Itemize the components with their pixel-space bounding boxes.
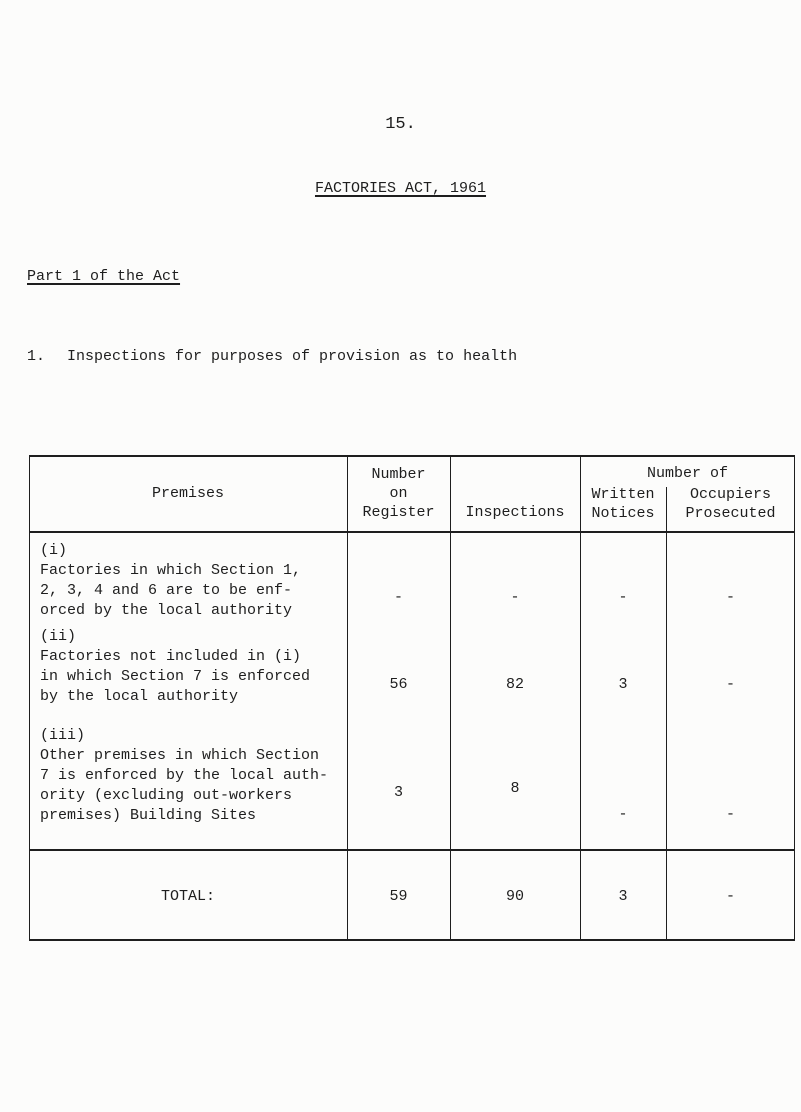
total-label: TOTAL: (160, 888, 215, 905)
table-rule-col4 (666, 487, 667, 941)
row-2-label-line3: in which Section 7 is enforced (40, 668, 311, 685)
row-2-register: 56 (389, 676, 408, 693)
act-title-text: FACTORIES ACT, 1961 (314, 180, 487, 197)
header-occupiers-prosecuted (666, 485, 795, 523)
row-2-label (40, 627, 345, 707)
row-3-written-notices: - (618, 806, 628, 823)
header-register (347, 465, 450, 522)
inspections-table (29, 455, 795, 941)
row-1-prosecuted: - (725, 589, 735, 606)
row-1-label-line2: Factories in which Section 1, (40, 562, 302, 579)
row-3-prosecuted: - (725, 806, 735, 823)
table-rule-right (794, 455, 795, 941)
section-number: 1. (27, 348, 46, 365)
total-register: 59 (389, 888, 408, 905)
header-inspections: Inspections (465, 504, 565, 521)
section-heading (27, 348, 517, 367)
header-occupiers-line1: Occupiers (689, 486, 771, 503)
row-3-label-line1: (iii) (40, 727, 86, 744)
row-3-label-line2: Other premises in which Section (40, 747, 320, 764)
total-inspections: 90 (505, 888, 524, 905)
row-2-prosecuted: - (725, 676, 735, 693)
row-2-written-notices: 3 (618, 676, 628, 693)
table-rule-left (29, 455, 30, 941)
row-3-label-line5: premises) Building Sites (40, 807, 257, 824)
table-rule-bottom (29, 939, 795, 941)
part-heading-text: Part 1 of the Act (27, 268, 181, 285)
header-premises: Premises (151, 485, 224, 502)
row-1-register: - (393, 589, 403, 606)
row-2-inspections: 82 (505, 676, 524, 693)
row-1-written-notices: - (618, 589, 628, 606)
row-3-inspections: 8 (510, 780, 520, 797)
table-rule-col2 (450, 455, 451, 941)
row-2-label-line2: Factories not included in (i) (40, 648, 302, 665)
row-3-label (40, 726, 345, 826)
section-title: Inspections for purposes of provision as to health (67, 348, 518, 365)
part-heading (27, 268, 180, 287)
table-rule-header (29, 531, 795, 533)
header-occupiers-line2: Prosecuted (685, 505, 776, 522)
header-written-notices (580, 485, 666, 523)
row-1-label-line1: (i) (40, 542, 68, 559)
header-register-line1: Number (371, 466, 426, 483)
row-3-label-line4: ority (excluding out-workers (40, 787, 293, 804)
header-number-of: Number of (646, 465, 728, 482)
row-3-register: 3 (393, 784, 403, 801)
table-rule-col3 (580, 455, 581, 941)
table-rule-col1 (347, 455, 348, 941)
row-1-label-line3: 2, 3, 4 and 6 are to be enf- (40, 582, 293, 599)
page-number: 15. (385, 115, 416, 134)
row-1-inspections: - (510, 589, 520, 606)
row-1-label-line4: orced by the local authority (40, 602, 293, 619)
header-register-line2: on (389, 485, 408, 502)
table-rule-total (29, 849, 795, 851)
table-rule-top (29, 455, 795, 457)
act-title (0, 180, 801, 199)
row-2-label-line4: by the local authority (40, 688, 239, 705)
header-written-line1: Written (591, 486, 655, 503)
total-prosecuted: - (725, 888, 735, 905)
total-written-notices: 3 (618, 888, 628, 905)
header-written-line2: Notices (591, 505, 655, 522)
row-2-label-line1: (ii) (40, 628, 77, 645)
header-register-line3: Register (362, 504, 435, 521)
row-1-label (40, 541, 345, 621)
row-3-label-line3: 7 is enforced by the local auth- (40, 767, 329, 784)
